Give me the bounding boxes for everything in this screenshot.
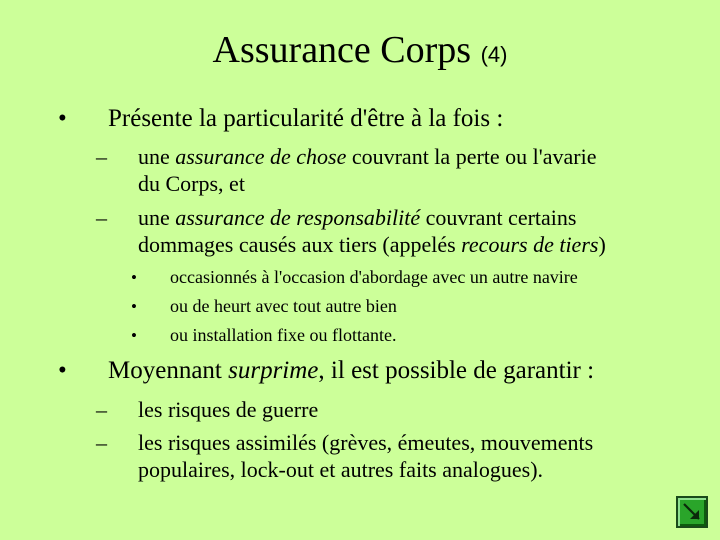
text-run: , il est possible de garantir : bbox=[318, 357, 595, 384]
next-slide-button[interactable] bbox=[676, 496, 708, 528]
italic-term: surprime bbox=[228, 357, 319, 384]
dot-marker: • bbox=[131, 268, 137, 287]
title-number: (4) bbox=[480, 42, 508, 67]
text-run: Moyennant bbox=[108, 357, 229, 384]
subitem-2-text bbox=[138, 204, 708, 258]
text-run: une bbox=[138, 144, 176, 169]
title-text: Assurance Corps bbox=[212, 29, 472, 71]
dash-marker: – bbox=[96, 144, 107, 169]
next-arrow-icon bbox=[678, 498, 706, 526]
text-run: populaires, lock-out et autres faits analogues). bbox=[138, 457, 544, 482]
bullet-1-text: Présente la particularité d'être à la fois : bbox=[108, 105, 504, 132]
subitem-3-text: les risques de guerre bbox=[138, 397, 319, 422]
bullet-2-text bbox=[108, 356, 594, 386]
dash-marker: – bbox=[96, 397, 107, 422]
subitem-4-text bbox=[138, 429, 708, 483]
italic-term: recours de tiers bbox=[461, 232, 599, 257]
text-run: dommages causés aux tiers (appelés bbox=[138, 232, 462, 257]
text-run: du Corps, et bbox=[138, 171, 245, 196]
italic-term: assurance de responsabilité bbox=[175, 205, 421, 230]
text-run: ) bbox=[598, 232, 606, 257]
slide-title bbox=[0, 26, 720, 79]
text-run: les risques assimilés (grèves, émeutes, mouvements bbox=[138, 430, 594, 455]
subsubitem-2-text: ou de heurt avec tout autre bien bbox=[170, 296, 397, 316]
dot-marker: • bbox=[131, 326, 137, 345]
italic-term: assurance de chose bbox=[175, 144, 347, 169]
text-run: couvrant la perte ou l'avarie bbox=[346, 144, 597, 169]
dash-marker: – bbox=[96, 430, 107, 455]
text-run: couvrant certains bbox=[420, 205, 577, 230]
dot-marker: • bbox=[131, 297, 137, 316]
bullet-marker: • bbox=[58, 357, 67, 384]
subsubitem-1-text: occasionnés à l'occasion d'abordage avec un autre navire bbox=[170, 267, 578, 287]
subitem-1-text bbox=[138, 143, 698, 197]
subsubitem-3-text: ou installation fixe ou flottante. bbox=[170, 325, 397, 345]
dash-marker: – bbox=[96, 205, 107, 230]
bullet-marker: • bbox=[58, 105, 67, 132]
text-run: une bbox=[138, 205, 176, 230]
